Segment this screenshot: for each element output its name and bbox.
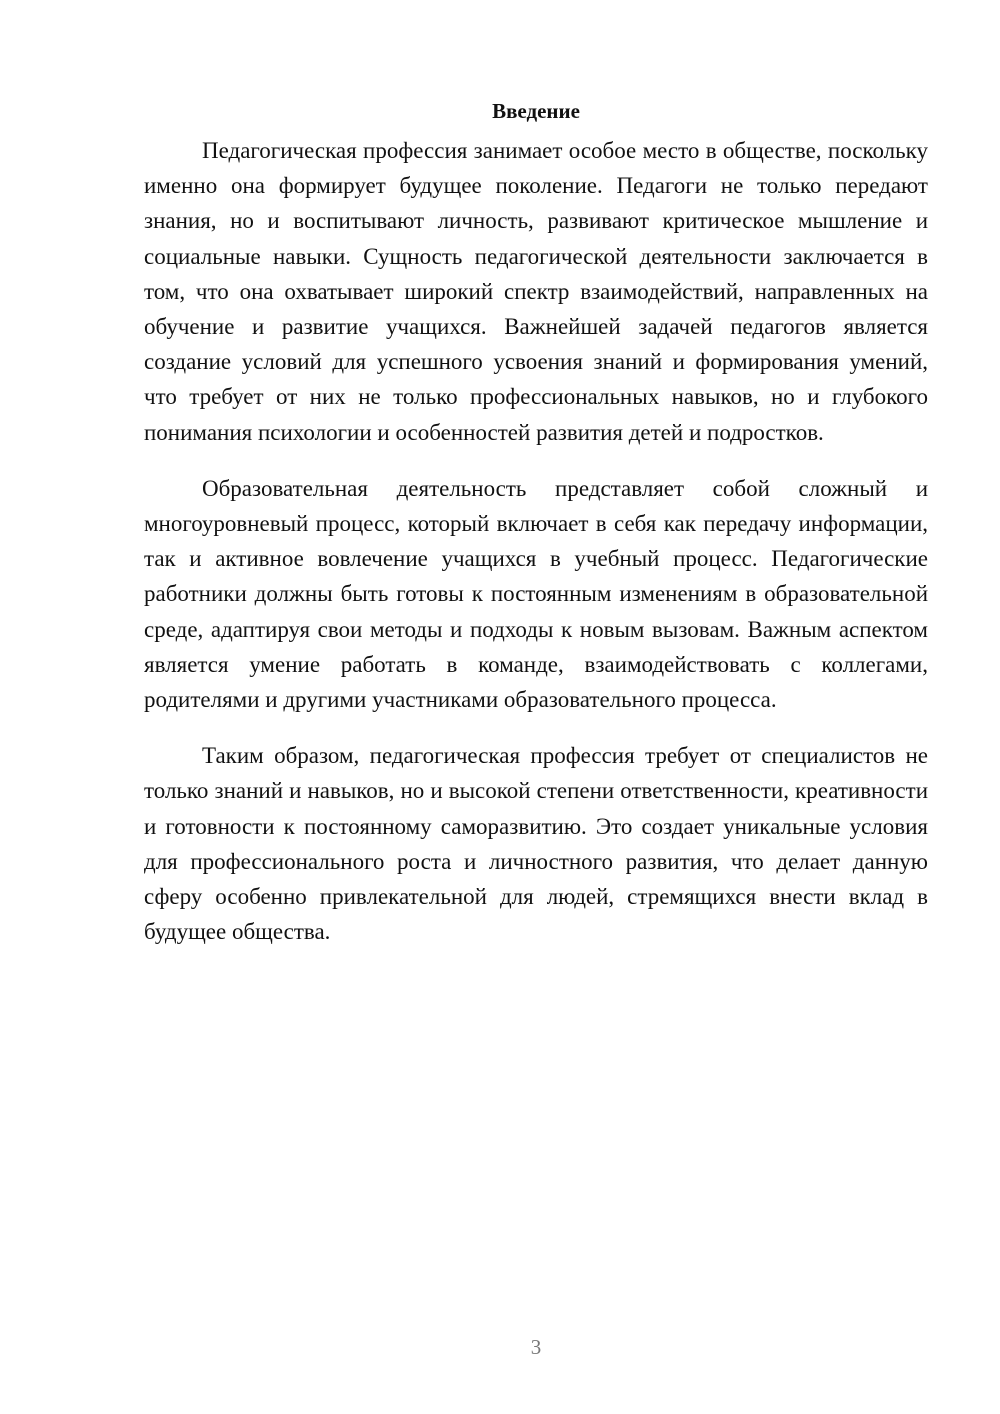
paragraph-2: Образовательная деятельность представляет собой сложный и многоуровневый процесс, который включает в себя как передачу информации, так и активное вовлечение учащихся в учебный процесс. Педагогические работники должны быть готовы к постоянным изменениям в образовательной среде, адаптируя свои методы и подходы к новым вызовам. Важным аспектом является умение работать в команде, взаимодействовать с коллегами, родителями и другими участниками образовательного процесса. — [144, 475, 928, 713]
section-title: Введение — [492, 99, 580, 123]
paragraph-1: Педагогическая профессия занимает особое место в обществе, поскольку именно она формирует будущее поколение. Педагоги не только передают знания, но и воспитывают личность, развивают критическое мышление и социальные навыки. Сущность педагогической деятельности заключается в том, что она охватывает широкий спектр взаимодействий, направленных на обучение и развитие учащихся. Важнейшей задачей педагогов является создание условий для успешного усвоения знаний и формирования умений, что требует от них не только профессиональных навыков, но и глубокого понимания психологии и особенностей развития детей и подростков. — [144, 138, 928, 445]
paragraph-3: Таким образом, педагогическая профессия требует от специалистов не только знаний и навыков, но и высокой степени ответственности, креативности и готовности к постоянному саморазвитию. Это создает уникальные условия для профессионального роста и личностного развития, что делает данную сферу особенно привлекательной для людей, стремящихся внести вклад в будущее общества. — [144, 743, 928, 945]
page-number: 3 — [530, 1335, 542, 1359]
document-body — [144, 95, 928, 970]
